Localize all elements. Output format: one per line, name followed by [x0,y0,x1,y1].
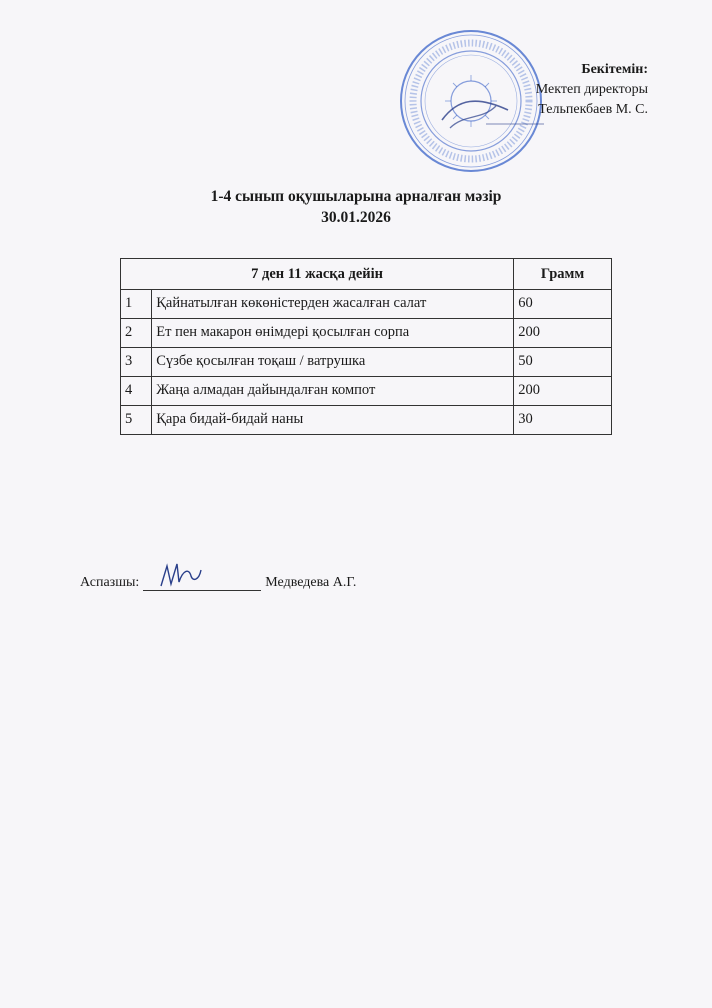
table-row [121,319,612,348]
dish-grams: 200 [514,377,612,406]
dish-name: Ет пен макарон өнімдері қосылған сорпа [152,319,514,348]
menu-date: 30.01.2026 [321,209,391,226]
approval-position: Мектеп директоры [535,82,648,97]
approval-title: Бекітемін: [581,62,648,77]
dish-grams: 200 [514,319,612,348]
dish-grams: 50 [514,348,612,377]
school-seal-stamp [398,28,544,174]
row-number: 5 [121,406,152,435]
dish-grams: 60 [514,290,612,319]
row-number: 2 [121,319,152,348]
handwritten-signature-icon [157,560,207,590]
cook-label: Аспазшы: [80,575,140,590]
cook-signature-line [80,574,356,591]
row-number: 1 [121,290,152,319]
seal-emblem-icon [398,28,544,174]
dish-name: Қайнатылған көкөністерден жасалған салат [152,290,514,319]
approval-block [536,60,648,120]
dish-name: Сүзбе қосылған тоқаш / ватрушка [152,348,514,377]
menu-table [120,258,612,435]
table-header-row [121,259,612,290]
approval-name: Тельпекбаев М. С. [538,102,648,117]
column-header-age: 7 ден 11 жасқа дейін [121,259,514,290]
dish-name: Жаңа алмадан дайындалған компот [152,377,514,406]
title-line: 1-4 сынып оқушыларына арналған мәзір [210,188,502,205]
table-row [121,406,612,435]
cook-name: Медведева А.Г. [265,575,357,590]
page-title [0,186,712,228]
row-number: 3 [121,348,152,377]
table-row [121,348,612,377]
table-row [121,377,612,406]
dish-name: Қара бидай-бидай наны [152,406,514,435]
table-row [121,290,612,319]
dish-grams: 30 [514,406,612,435]
row-number: 4 [121,377,152,406]
column-header-grams: Грамм [514,259,612,290]
signature-underline [143,574,261,591]
